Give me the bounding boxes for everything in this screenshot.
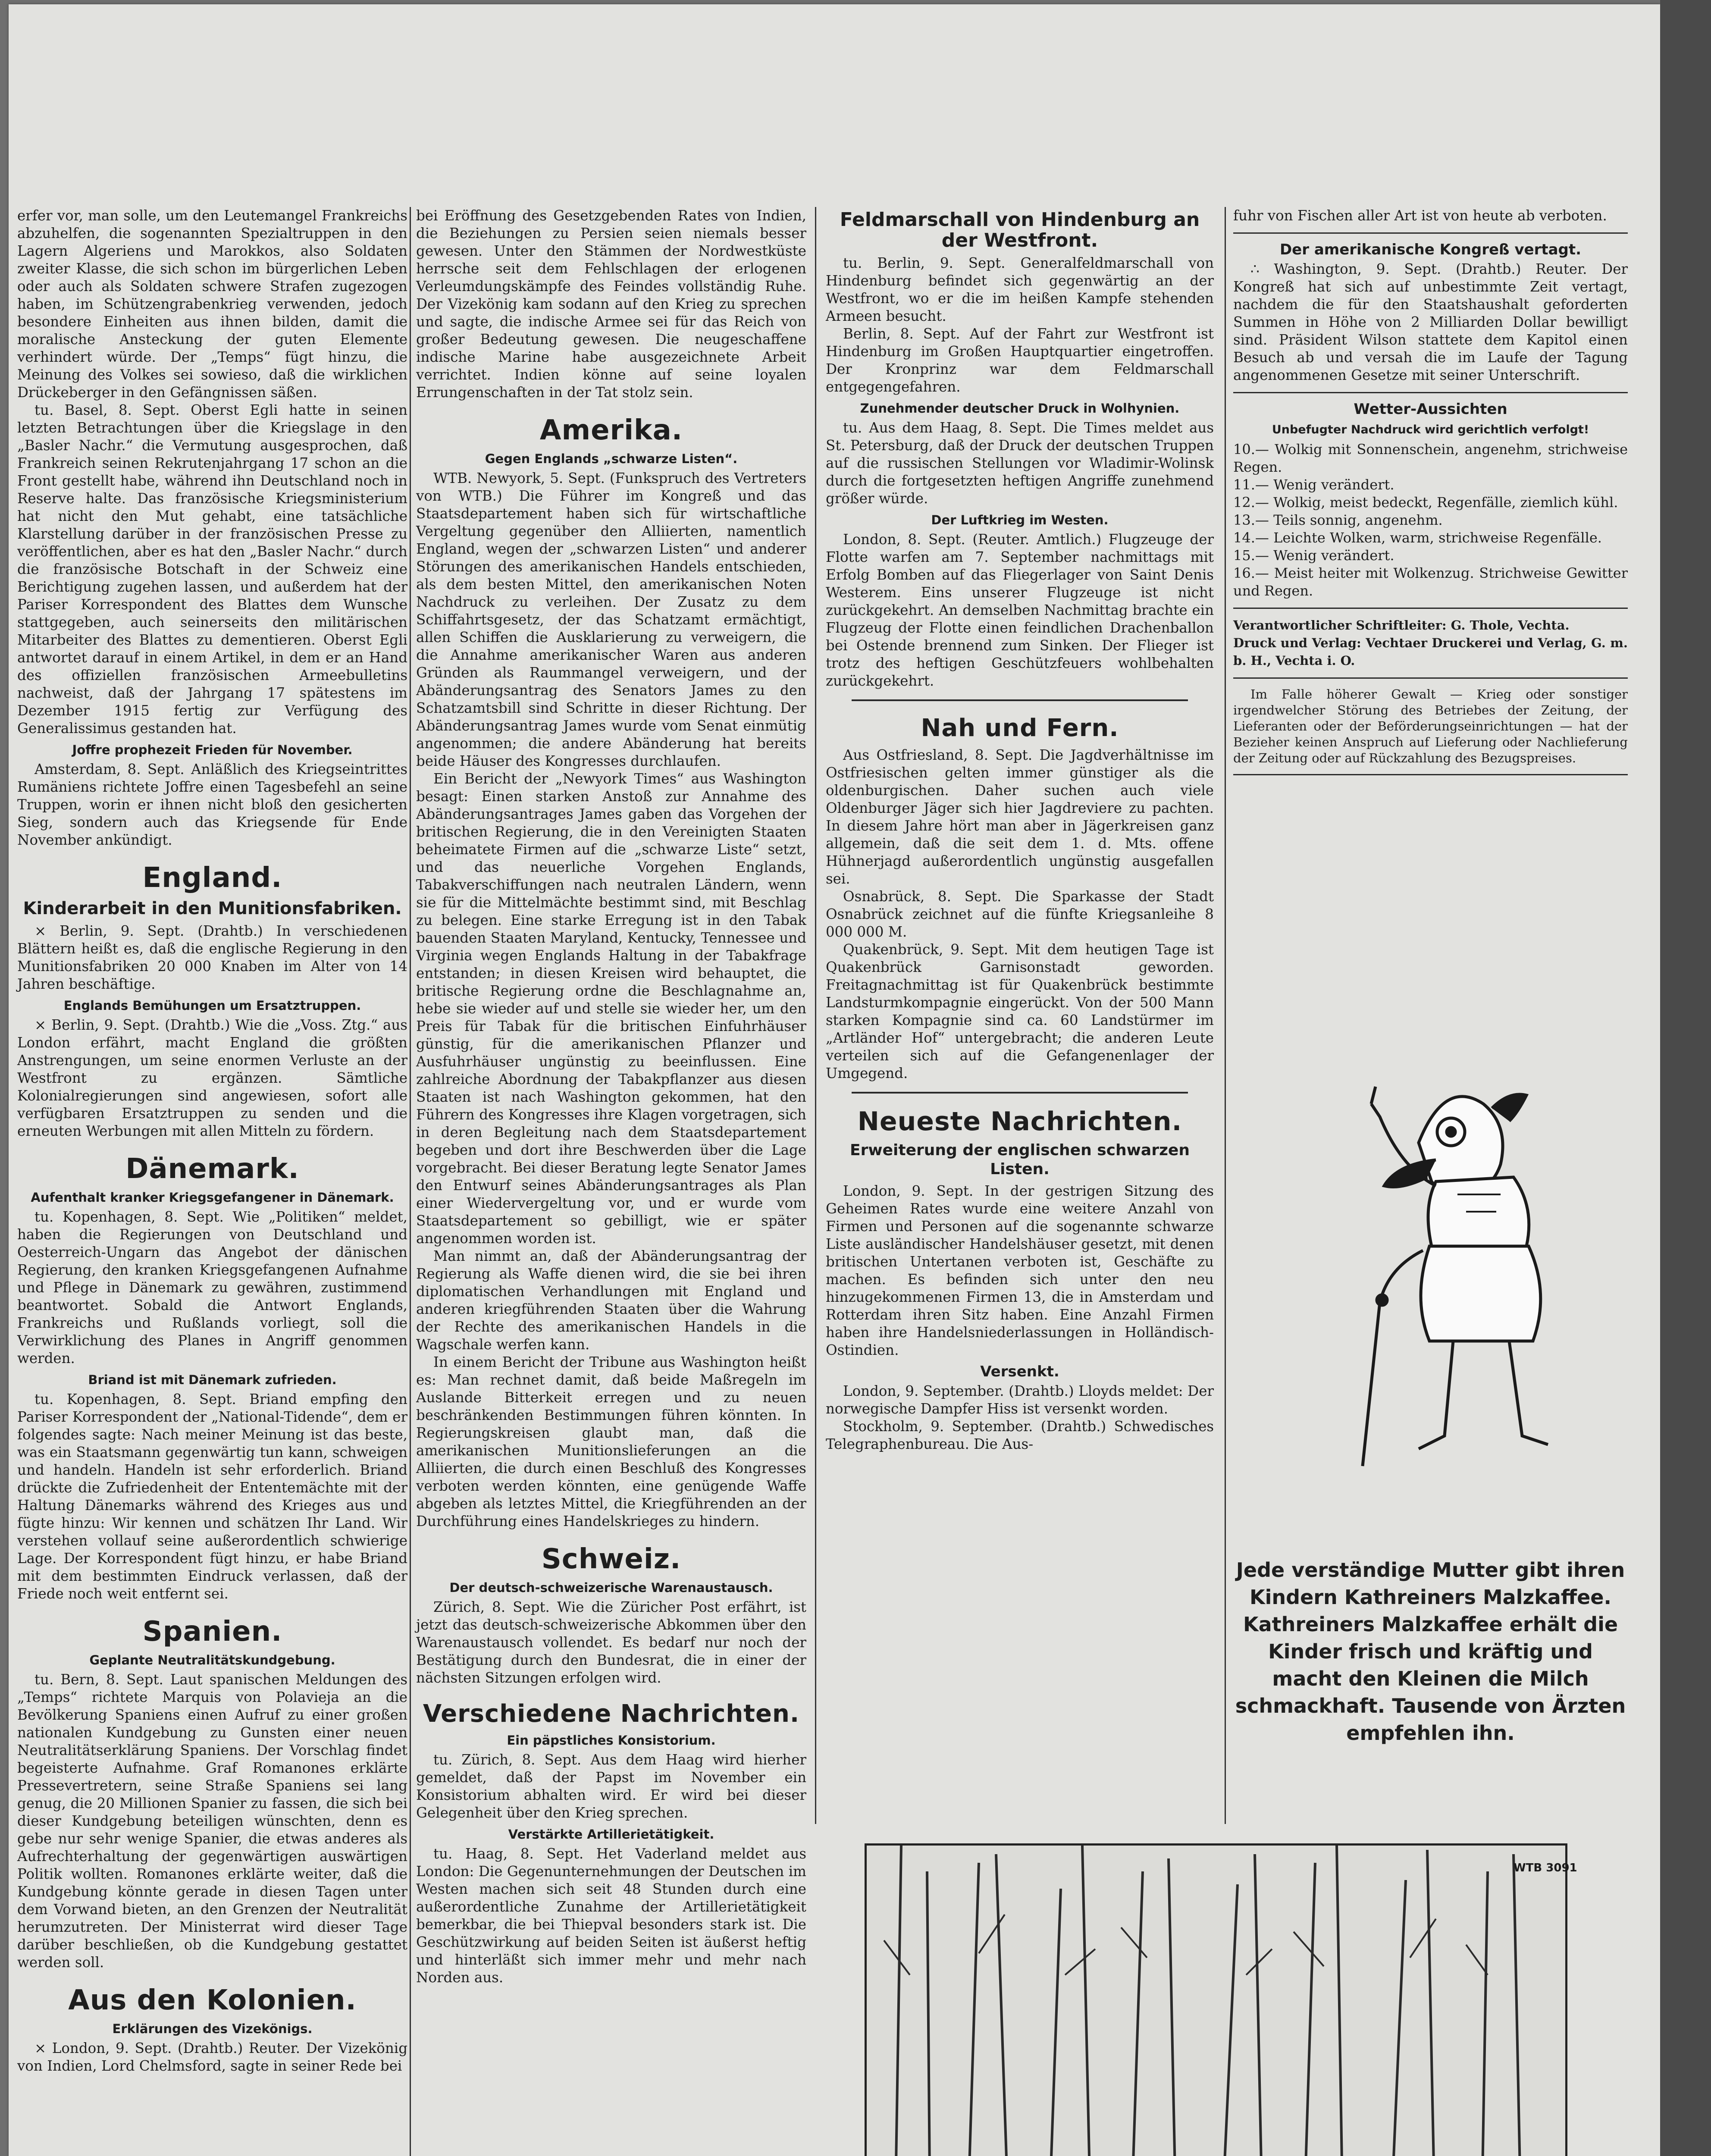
- weather-forecast: [1233, 441, 1628, 600]
- article-paragraph: Berlin, 8. Sept. Auf der Fahrt zur Westfront ist Hindenburg im Großen Hauptquartier eingetroffen. Der Kronprinz war dem Feldmarschall entgegengefahren.: [826, 326, 1214, 395]
- imprint-publisher: Druck und Verlag: Vechtaer Druckerei und Verlag, G. m. b. H., Vechta i. O.: [1233, 636, 1628, 668]
- article-paragraph: tu. Kopenhagen, 8. Sept. Briand empfing den Pariser Korrespondent der „National-Tidende“, dem er folgendes sagte: Nach meiner Meinung ist das beste, was ein Staatsmann gegenwärtig tun kann, schweigen und handeln. Handeln ist sehr erforderlich. Briand drückte die Zufriedenheit der Ententemächte mit der Haltung Dänemarks während des Krieges aus und fügte hinzu: Wir kennen und schätzen Ihr Land. Wir verstehen vollauf seine außerordentlich schwierige Lage. Der Korrespondent fügt hinzu, er habe Briand mit dem bestimmten Eindruck verlassen, daß der Friede noch weit entfernt sei.: [17, 1391, 407, 1602]
- section-heading-spanien: Spanien.: [142, 1616, 282, 1648]
- newspaper-page: [9, 4, 1660, 2156]
- divider: [1233, 232, 1628, 234]
- section-heading-neueste: Neueste Nachrichten.: [857, 1106, 1182, 1137]
- article-paragraph: Man nimmt an, daß der Abänderungsantrag der Regierung als Waffe dienen wird, die sie bei ihren diplomatischen Verhandlungen mit England und anderen kriegführenden Staaten über die Wahrung der Rechte des amerikanischen Handels in die Wagschale werfen kann.: [416, 1248, 806, 1353]
- article-heading: Aufenthalt kranker Kriegsgefangener in Dänemark.: [31, 1190, 394, 1205]
- divider: [1233, 608, 1628, 609]
- article-paragraph: × Berlin, 9. Sept. (Drahtb.) In verschiedenen Blättern heißt es, daß die englische Regierung in den Munitionsfabriken 20 000 Knaben im Alter von 14 Jahren beschäftige.: [17, 923, 407, 992]
- swamp-forest-image: [867, 1846, 1577, 2156]
- article-paragraph: fuhr von Fischen aller Art ist von heute ab verboten.: [1233, 207, 1607, 224]
- mascot-figure-icon: [1363, 1087, 1548, 1466]
- divider: [852, 1092, 1188, 1094]
- woodcut-signature: WTB 3091: [1514, 1861, 1577, 1874]
- wolhynien-swamp-woodcut: [865, 1843, 1577, 2156]
- article-heading: Gegen Englands „schwarze Listen“.: [485, 451, 738, 466]
- section-heading-amerika: Amerika.: [539, 414, 683, 446]
- article-paragraph: tu. Aus dem Haag, 8. Sept. Die Times meldet aus St. Petersburg, daß der Druck der deutschen Truppen auf die russischen Stellungen vor Wladimir-Wolinsk durch die fortgesetzten heftigen Angriffe zunehmend größer würde.: [826, 420, 1214, 507]
- column-rule: [1225, 207, 1226, 1824]
- article-heading: Der amerikanische Kongreß vertagt.: [1279, 241, 1582, 258]
- article-heading: Der deutsch-schweizerische Warenaustausch.: [449, 1580, 773, 1595]
- divider: [1233, 677, 1628, 679]
- divider: [852, 699, 1188, 701]
- weather-day: 10.— Wolkig mit Sonnenschein, angenehm, strichweise Regen.: [1233, 441, 1628, 475]
- article-paragraph: London, 8. Sept. (Reuter. Amtlich.) Flugzeuge der Flotte warfen am 7. September nachmittags mit Erfolg Bomben auf das Fliegerlager von Saint Denis Westerem. Eins unserer Flugzeuge ist nicht zurückgekehrt. An demselben Nachmittag brachte ein Flugzeug der Flotte einen feindlichen Drachenballon bei Ostende brennend zum Sinken. Der Flieger ist trotz des heftigen Geschützfeuers wohlbehalten zurückgekehrt.: [826, 531, 1214, 689]
- advertisement-illustration: [1233, 1056, 1628, 1531]
- article-heading: Verstärkte Artillerietätigkeit.: [508, 1827, 714, 1842]
- article-paragraph: tu. Berlin, 9. Sept. Generalfeldmarschall von Hindenburg befindet sich gegenwärtig an der Westfront, wo er die im heißen Kampfe stehenden Armeen besucht.: [826, 255, 1214, 324]
- divider: [1233, 774, 1628, 775]
- article-paragraph: Zürich, 8. Sept. Wie die Züricher Post erfährt, ist jetzt das deutsch-schweizerische Abkommen über den Warenaustausch vollendet. Es bedarf nur noch der Bestätigung durch den Bundesrat, die in einer der nächsten Sitzungen erfolgen wird.: [416, 1599, 806, 1686]
- weather-day: 14.— Leichte Wolken, warm, strichweise Regenfälle.: [1233, 530, 1602, 546]
- article-paragraph: erfer vor, man solle, um den Leutemangel Frankreichs abzuhelfen, die sogenannten Spezialtruppen in den Lagern Algeriens und Marokkos, also Soldaten zweiter Klasse, die sich schon im bürgerlichen Leben oder auch als Soldaten schwere Strafen zugezogen haben, im Schützengrabenkrieg verwenden, jedoch besondere Einheiten aus ihnen bilden, damit die moralische Ansteckung der guten Elemente verhindert würde. Der „Temps“ fügt hinzu, die Meinung des Volkes sei sowieso, daß die wirklichen Drückeberger in den Gefängnissen säßen.: [17, 207, 407, 401]
- malzkaffee-advertisement: Jede verständige Mutter gibt ihren Kindern Kathreiners Malzkaffee. Kathreiners Malzkaffee erhält die Kinder frisch und kräftig und macht den Kleinen die Milch schmackhaft. Tausende von Ärzten empfehlen ihn.: [1235, 1558, 1626, 1745]
- article-paragraph: × London, 9. Sept. (Drahtb.) Reuter. Der Vizekönig von Indien, Lord Chelmsford, sagte in seiner Rede bei: [17, 2040, 407, 2074]
- column-4: [1233, 207, 1628, 783]
- article-paragraph: In einem Bericht der Tribune aus Washington heißt es: Man rechnet damit, daß beide Maßregeln im Auslande Bitterkeit erregen und zu neuen beschränkenden Bestimmungen führen könnten. In Regierungskreisen glaubt man, daß die amerikanischen Munitionslieferungen an die Alliierten, die durch einen Beschluß des Kongresses verboten werden könnten, eine genügende Waffe abgeben als letztes Mittel, die Kriegführenden an der Durchführung eines Handelskrieges zu hindern.: [416, 1354, 806, 1529]
- article-paragraph: tu. Haag, 8. Sept. Het Vaderland meldet aus London: Die Gegenunternehmungen der Deutschen im Westen machen sich seit 48 Stunden durch eine außerordentliche Zunahme der Artillerietätigkeit bemerkbar, die bei Thiepval besonders stark ist. Die Geschützwirkung auf beiden Seiten ist äußerst heftig und hinterläßt sich immer mehr und mehr nach Norden aus.: [416, 1846, 806, 1986]
- weather-heading: Wetter-Aussichten: [1354, 401, 1507, 418]
- weather-day: 12.— Wolkig, meist bedeckt, Regenfälle, ziemlich kühl.: [1233, 494, 1618, 511]
- article-heading: Erklärungen des Vizekönigs.: [112, 2021, 313, 2036]
- article-paragraph: × Berlin, 9. Sept. (Drahtb.) Wie die „Voss. Ztg.“ aus London erfährt, macht England die größten Anstrengungen, um seine enormen Verluste an der Westfront zu ergänzen. Sämtliche Kolonialregierungen sind angewiesen, sofort alle verfügbaren Ersatztruppen zu senden und die erneuten Werbungen mit allen Mitteln zu fördern.: [17, 1017, 407, 1139]
- section-heading-daenemark: Dänemark.: [125, 1153, 299, 1185]
- column-rule: [815, 207, 816, 1824]
- force-majeure-notice: Im Falle höherer Gewalt — Krieg oder sonstiger irgendwelcher Störung des Betriebes der Zeitung, der Lieferanten oder der Beförderungseinrichtungen — hat der Bezieher keinen Anspruch auf Lieferung oder Nachlieferung der Zeitung oder auf Rückzahlung des Bezugspreises.: [1233, 687, 1628, 765]
- column-1: [17, 207, 407, 2075]
- section-heading-verschiedenes: Verschiedene Nachrichten.: [423, 1700, 800, 1728]
- article-heading: Erweiterung der englischen schwarzen Listen.: [850, 1141, 1190, 1178]
- column-rule: [410, 207, 411, 2156]
- article-heading: Joffre prophezeit Frieden für November.: [72, 743, 353, 757]
- article-paragraph: Stockholm, 9. September. (Drahtb.) Schwedisches Telegraphenbureau. Die Aus-: [826, 1418, 1214, 1452]
- article-heading: Kinderarbeit in den Munitionsfabriken.: [23, 899, 402, 918]
- divider: [1233, 392, 1628, 393]
- article-paragraph: WTB. Newyork, 5. Sept. (Funkspruch des Vertreters von WTB.) Die Führer im Kongreß und das Staatsdepartement haben sich für wirtschaftliche Vergeltung gegenüber den Alliierten, namentlich England, wegen der „schwarzen Listen“ und anderer Störungen des amerikanischen Handels entschieden, als dem besten Mittel, den amerikanischen Noten Nachdruck zu verleihen. Der Zusatz zu dem Schiffahrtsgesetz, der das Schatzamt ermächtigt, allen Schiffen die Ausklarierung zu verweigern, die die Annahme amerikanischer Waren aus anderen Gründen als Raummangel verweigern, und der Abänderungsantrag des Senators James zu den Schatzamtsbill sind Schritte in dieser Richtung. Der Abänderungsantrag James wurde vom Senat einmütig angenommen; die andere Abänderung hat bereits beide Häuser des Kongresses durchlaufen.: [416, 470, 806, 769]
- article-heading: Geplante Neutralitätskundgebung.: [89, 1653, 335, 1667]
- section-heading-schweiz: Schweiz.: [541, 1543, 681, 1575]
- article-heading: Englands Bemühungen um Ersatztruppen.: [63, 998, 361, 1013]
- article-paragraph: tu. Kopenhagen, 8. Sept. Wie „Politiken“ meldet, haben die Regierungen von Deutschland und Oesterreich-Ungarn das Angebot der dänischen Regierung, den kranken Kriegsgefangenen Aufnahme und Pflege in Dänemark zu gewähren, zustimmend beantwortet. Sobald die Antwort Englands, Frankreichs und Rußlands vorliegt, soll die Verwirklichung des Planes in Angriff genommen werden.: [17, 1209, 407, 1366]
- weather-day: 15.— Wenig verändert.: [1233, 547, 1394, 564]
- article-paragraph: ∴ Washington, 9. Sept. (Drahtb.) Reuter. Der Kongreß hat sich auf unbestimmte Zeit vertagt, nachdem die für den Staatshaushalt geforderten Summen in Höhe von 2 Milliarden Dollar bewilligt sind. Präsident Wilson stattete dem Kapitol einen Besuch ab und versah die im Laufe der Tagung angenommenen Gesetze mit seiner Unterschrift.: [1233, 261, 1628, 383]
- article-paragraph: London, 9. September. (Drahtb.) Lloyds meldet: Der norwegische Dampfer Hiss ist versenkt worden.: [826, 1383, 1214, 1417]
- article-paragraph: Ein Bericht der „Newyork Times“ aus Washington besagt: Einen starken Anstoß zur Annahme des Abänderungsantrages James gaben das Vorgehen der britischen Regierung, die in den Vereinigten Staaten beheimatete Firmen auf die „schwarze Liste“ setzt, und das neuerliche Vorgehen Englands, Tabakverschiffungen nach neutralen Ländern, wenn sie für die Mittelmächte bestimmt sind, mit Beschlag zu belegen. Eine starke Erregung ist in den Tabak bauenden Staaten Maryland, Kentucky, Tennessee und Virginia wegen Englands Haltung in der Tabakfrage entstanden; in diesen Kreisen wird behauptet, die britische Regierung ordne die Beschlagnahme an, hebe sie wieder auf und stelle sie wieder her, um den Preis für Tabak für die britischen Einfuhrhäuser günstig, für die amerikanischen Pflanzer und Ausfuhrhäuser ungünstig zu beeinflussen. Eine zahlreiche Abordnung der Tabakpflanzer aus diesen Staaten ist nach Washington gekommen, hat den Führern des Kongresses ihre Klagen vorgetragen, sich in deren Begleitung nach dem Staatsdepartement begeben und dort ihre Beschwerden über die Lage vorgebracht. Bei dieser Beratung legte Senator James den Entwurf seines Abänderungsantrages als Plan einer Wiedervergeltung vor, und er wurde vom Staatsdepartement so gebilligt, wie er später angenommen worden ist.: [416, 771, 806, 1247]
- article-heading: Feldmarschall von Hindenburg an der Westfront.: [840, 209, 1200, 251]
- article-heading: Ein päpstliches Konsistorium.: [507, 1733, 716, 1748]
- article-paragraph: tu. Basel, 8. Sept. Oberst Egli hatte in seinen letzten Betrachtungen über die Kriegslage in den „Basler Nachr.“ die Vermutung ausgesprochen, daß Frankreich seinen Rekrutenjahrgang 17 schon an die Front gestellt habe, während ihn Deutschland noch in Reserve halte. Das französische Kriegsministerium hat nicht den Mut gehabt, eine tatsächliche Klarstellung darüber in der französischen Presse zu veröffentlichen, aber es hat den „Basler Nachr.“ durch die französische Botschaft in der Schweiz eine Berichtigung zugehen lassen, und außerdem hat der Pariser Korrespondent des Blattes dem Wunsche stattgegeben, auch seinerseits den militärischen Mitarbeiter des Blattes zu dementieren. Oberst Egli antwortet darauf in einem Artikel, in dem er an Hand des offiziellen französischen Armeebulletins nachweist, daß der Jahrgang 17 spätestens im Dezember 1915 fertig zur Verfügung des Generalissimus gestanden hat.: [17, 402, 407, 736]
- article-paragraph: Aus Ostfriesland, 8. Sept. Die Jagdverhältnisse im Ostfriesischen gelten immer günstiger als die oldenburgischen. Daher suchen auch viele Oldenburger Jäger sich hier Jagdreviere zu pachten. In diesem Jahre hört man aber in Jägerkreisen ganz allgemein, daß die seit dem 1. d. Mts. offene Hühnerjagd außerordentlich ungünstig ausgefallen sei.: [826, 747, 1214, 887]
- article-heading: Briand ist mit Dänemark zufrieden.: [88, 1373, 337, 1387]
- section-heading-england: England.: [142, 862, 282, 894]
- column-3: [826, 207, 1214, 1453]
- article-heading: Versenkt.: [980, 1363, 1059, 1380]
- article-paragraph: London, 9. Sept. In der gestrigen Sitzung des Geheimen Rates wurde eine weitere Anzahl von Firmen und Personen auf die sogenannte schwarze Liste ausländischer Handelshäuser gesetzt, mit denen britischen Untertanen verboten ist, Geschäfte zu machen. Es befinden sich unter den neu hinzugekommenen Firmen 13, die in Amsterdam und Rotterdam ihren Sitz haben. Eine Anzahl Firmen haben ihre Handelsniederlassungen in Holländisch-Ostindien.: [826, 1183, 1214, 1358]
- article-paragraph: tu. Zürich, 8. Sept. Aus dem Haag wird hierher gemeldet, daß der Papst im November ein Konsistorium abhalten wird. Er wird bei dieser Gelegenheit über den Krieg sprechen.: [416, 1752, 806, 1821]
- weather-day: 13.— Teils sonnig, angenehm.: [1233, 512, 1443, 528]
- article-paragraph: Amsterdam, 8. Sept. Anläßlich des Kriegseintrittes Rumäniens richtete Joffre einen Tagesbefehl an seine Truppen, worin er ihnen nicht bloß den gesicherten Sieg, sondern auch das Kriegsende für Ende November ankündigt.: [17, 761, 407, 848]
- weather-day: 16.— Meist heiter mit Wolkenzug. Strichweise Gewitter und Regen.: [1233, 565, 1628, 599]
- section-heading-nah-fern: Nah und Fern.: [921, 714, 1119, 742]
- weather-day: 11.— Wenig verändert.: [1233, 476, 1394, 493]
- scan-border: [1660, 0, 1711, 2156]
- article-paragraph: bei Eröffnung des Gesetzgebenden Rates von Indien, die Beziehungen zu Persien seien niemals besser gewesen. Unter den Stämmen der Nordwestküste herrsche seit dem Fehlschlagen der erlogenen Verleumdungskämpfe des Feindes vollständig Ruhe. Der Vizekönig kam sodann auf den Krieg zu sprechen und sagte, die indische Armee sei für das Reich von großer Bedeutung gewesen. Die neugeschaffene indische Marine habe ausgezeichnete Arbeit verrichtet. Indien könne auf seine loyalen Errungenschaften in der Tat stolz sein.: [416, 207, 806, 401]
- article-heading: Der Luftkrieg im Westen.: [931, 513, 1109, 527]
- column-2: [416, 207, 806, 1987]
- imprint-editor: Verantwortlicher Schriftleiter: G. Thole, Vechta.: [1233, 618, 1570, 633]
- article-heading: Zunehmender deutscher Druck in Wolhynien.: [860, 401, 1180, 416]
- section-heading-kolonien: Aus den Kolonien.: [68, 1984, 357, 2016]
- article-paragraph: Osnabrück, 8. Sept. Die Sparkasse der Stadt Osnabrück zeichnet auf die fünfte Kriegsanleihe 8 000 000 M.: [826, 888, 1214, 940]
- article-paragraph: Quakenbrück, 9. Sept. Mit dem heutigen Tage ist Quakenbrück Garnisonstadt geworden. Freitagnachmittag ist für Quakenbrück bestimmte Landsturmkompagnie eingerückt. Von der 500 Mann starken Kompagnie sind ca. 60 Landstürmer im „Artländer Hof“ untergebracht; die anderen Leute verteilen sich auf die Gefangenenlager der Umgegend.: [826, 941, 1214, 1081]
- article-paragraph: tu. Bern, 8. Sept. Laut spanischen Meldungen des „Temps“ richtete Marquis von Polavieja an die Bevölkerung Spaniens einen Aufruf zu einer großen nationalen Kundgebung zu Gunsten einer neuen Neutralitätserklärung Spaniens. Der Vorschlag findet begeisterte Aufnahme. Graf Romanones erklärte Pressevertretern, seine Straße Spaniens sei lang genug, die 20 Millionen Spanier zu fassen, die sich bei dieser Kundgebung beteiligen wünschten, denn es gebe nur sehr wenige Spanier, die etwas anderes als Aufrechterhaltung der gegenwärtigen auswärtigen Politik wollten. Romanones erklärte weiter, daß die Kundgebung könnte gerade in diesen Tagen unter dem Vorwand bieten, an den Grenzen der Neutralität herumzutreten. Der Ministerrat wird dieser Tage darüber beschließen, ob die Kundgebung gestattet werden soll.: [17, 1671, 407, 1971]
- weather-notice: Unbefugter Nachdruck wird gerichtlich verfolgt!: [1272, 423, 1589, 436]
